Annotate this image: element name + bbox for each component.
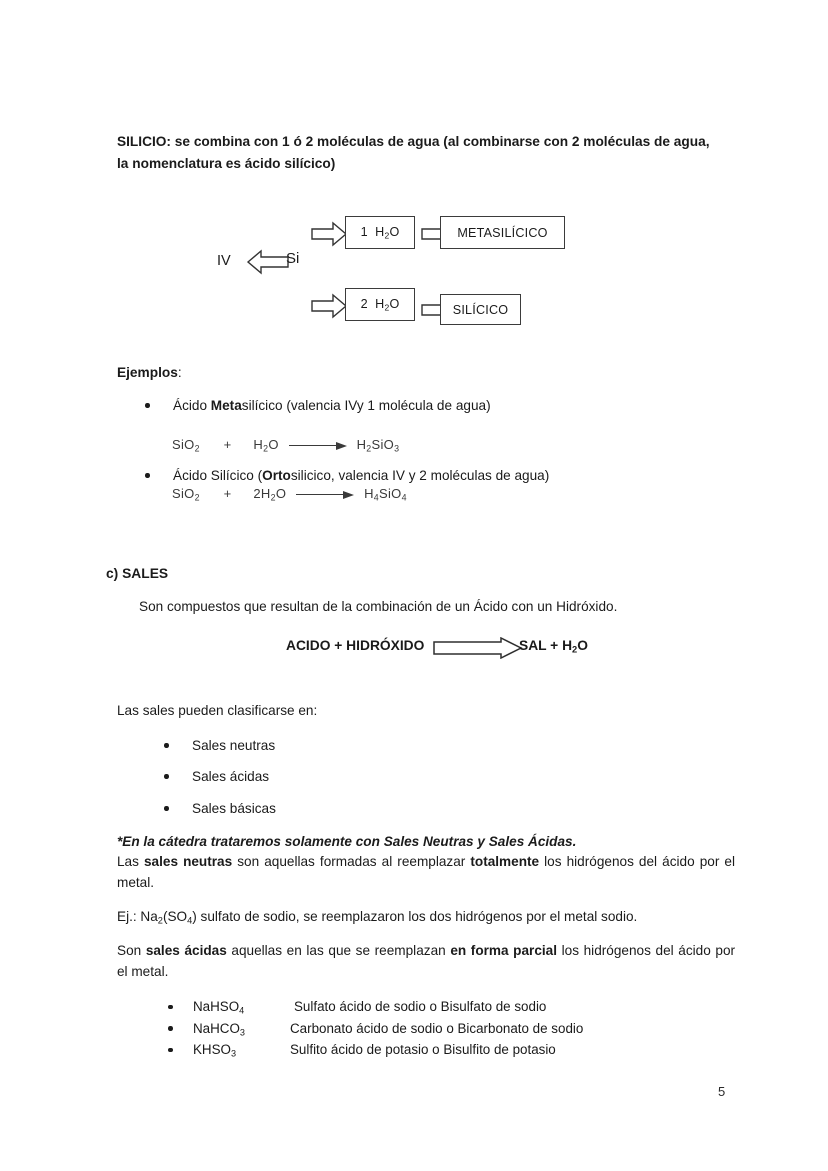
row1-in-arrow-icon bbox=[310, 221, 348, 247]
formula-1-meaning: Sulfato ácido de sodio o Bisulfato de sodio bbox=[294, 999, 547, 1014]
sales-class-item-2 bbox=[164, 767, 464, 787]
bullet-dot bbox=[164, 774, 169, 779]
eq2-plus: + bbox=[223, 486, 232, 501]
sales-class-item-1 bbox=[164, 736, 464, 756]
formula-2-text: NaHCO bbox=[193, 1020, 240, 1036]
acidas-p2: aquellas en las que se reemplazan bbox=[226, 943, 451, 958]
bullet-dot bbox=[145, 473, 150, 478]
classify-intro: Las sales pueden clasificarse en: bbox=[117, 703, 318, 718]
formula-1-sub: 4 bbox=[239, 1005, 245, 1016]
bullet-dot bbox=[164, 743, 169, 748]
ejemplos-label-text: Ejemplos bbox=[117, 365, 178, 380]
ejemplo-1-bold: Meta bbox=[210, 398, 242, 413]
reaction-arrow-icon bbox=[296, 490, 354, 499]
reaction-equation-1 bbox=[172, 437, 399, 453]
bullet-dot bbox=[164, 806, 169, 811]
formula-3-sub: 3 bbox=[230, 1048, 237, 1059]
sales-neutras-paragraph bbox=[117, 851, 735, 893]
neutras-p2: son aquellas formadas al reemplazar bbox=[232, 854, 471, 869]
eq1-reactant-1: SiO$_2$ bbox=[172, 437, 200, 454]
sales-class-item-3 bbox=[164, 799, 464, 819]
ejemplo-item-2 bbox=[145, 466, 705, 486]
acidas-b1: sales ácidas bbox=[145, 943, 227, 958]
acidas-p1: Son bbox=[117, 943, 146, 958]
row1-result-box bbox=[440, 216, 565, 249]
bullet-dot bbox=[168, 1005, 173, 1010]
page-number: 5 bbox=[718, 1084, 726, 1099]
sal-equation-right: SAL + $H_2O$ bbox=[519, 638, 588, 655]
neutras-b2: totalmente bbox=[470, 854, 540, 869]
ejemplos-label bbox=[117, 362, 182, 383]
bullet-dot bbox=[145, 403, 150, 408]
row2-in-arrow-icon bbox=[310, 293, 348, 319]
ejemplo-2-pre: Ácido Silícico ( bbox=[173, 468, 263, 483]
sales-class-item-3-label: Sales básicas bbox=[192, 801, 276, 816]
catedra-note: *En la cátedra trataremos solamente con Sales Neutras y Sales Ácidas. bbox=[117, 834, 577, 849]
ejemplo-item-1 bbox=[145, 396, 665, 416]
bullet-dot bbox=[168, 1048, 173, 1053]
row2-water-box bbox=[345, 288, 415, 321]
left-block-arrow-icon bbox=[246, 249, 290, 275]
formula-row bbox=[168, 1018, 688, 1040]
ejemplo-sub1: 2 bbox=[157, 915, 163, 926]
diagram-element-label: Si bbox=[286, 250, 300, 267]
formula-1-text: NaHSO bbox=[193, 999, 240, 1014]
acidas-b2: en forma parcial bbox=[450, 943, 558, 958]
ejemplo-2-post: silicico, valencia IV y 2 moléculas de agua) bbox=[290, 468, 550, 483]
neutras-b1: sales neutras bbox=[143, 854, 233, 869]
ejemplo-1-pre: Ácido bbox=[173, 398, 211, 413]
eq2-reactant-1: SiO$_2$ bbox=[172, 486, 200, 503]
diagram-valence-label: IV bbox=[217, 253, 231, 269]
ejemplo-1-post: silícico (valencia IVy 1 molécula de agua) bbox=[241, 398, 491, 413]
formula-3-meaning: Sulfito ácido de potasio o Bisulfito de potasio bbox=[290, 1042, 556, 1057]
row1-result-label: METASILÍCICO bbox=[457, 225, 548, 240]
eq1-product: $H_2SiO_3$ bbox=[356, 437, 400, 454]
neutras-p1: Las bbox=[117, 854, 144, 869]
eq2-reactant-2: $2H_2O$ bbox=[253, 486, 287, 503]
ejemplo-item-2-text bbox=[145, 466, 705, 486]
sales-definition: Son compuestos que resultan de la combinación de un Ácido con un Hidróxido. bbox=[139, 599, 618, 614]
row2-result-box bbox=[440, 294, 521, 325]
formula-2-sub: 3 bbox=[239, 1027, 245, 1038]
bullet-dot bbox=[168, 1026, 173, 1031]
ejemplo-item-1-text bbox=[145, 396, 665, 416]
eq2-product: $H_4SiO_4$ bbox=[364, 486, 407, 503]
silicio-diagram bbox=[200, 205, 620, 340]
intro-heading: SILICIO: se combina con 1 ó 2 moléculas de agua (al combinarse con 2 moléculas de agua, la nomenclatura es ácido silícico) bbox=[117, 134, 710, 171]
row2-result-label: SILÍCICO bbox=[452, 302, 509, 317]
sales-acidas-paragraph bbox=[117, 940, 735, 982]
formula-row bbox=[168, 996, 688, 1018]
ejemplo-pre: Ej.: Na bbox=[117, 909, 158, 924]
formula-3-text: KHSO bbox=[193, 1042, 231, 1057]
sales-heading: c) SALES bbox=[106, 566, 169, 581]
acidas-p3: los hidrógenos del ácido por el metal. bbox=[117, 943, 736, 979]
ejemplo-sub2: 4 bbox=[187, 915, 193, 926]
ejemplo-2-bold: Orto bbox=[262, 468, 291, 483]
long-block-arrow-icon bbox=[433, 637, 523, 659]
neutras-p3: los hidrógenos del ácido por el metal. bbox=[117, 854, 735, 890]
acid-salt-formula-list bbox=[168, 996, 688, 1061]
row1-water-box bbox=[345, 216, 415, 249]
sal-equation-left: ACIDO + HIDRÓXIDO bbox=[286, 638, 425, 653]
ejemplos-label-colon: : bbox=[177, 365, 182, 380]
ejemplo-post: ) sulfato de sodio, se reemplazaron los dos hidrógenos por el metal sodio. bbox=[192, 909, 638, 924]
reaction-arrow-icon bbox=[289, 441, 347, 450]
sales-class-item-1-label: Sales neutras bbox=[192, 738, 276, 753]
formula-3 bbox=[193, 1039, 236, 1065]
row2-water-label: 2 $H_2O$ bbox=[360, 296, 400, 313]
sales-ejemplo-line bbox=[117, 906, 735, 932]
eq1-reactant-2: $H_2O$ bbox=[253, 437, 279, 454]
formula-2-meaning: Carbonato ácido de sodio o Bicarbonato de sodio bbox=[290, 1020, 584, 1036]
sales-class-item-2-label: Sales ácidas bbox=[192, 769, 270, 784]
row1-water-label: 1 $H_2O$ bbox=[360, 224, 400, 241]
reaction-equation-2 bbox=[172, 486, 407, 502]
formula-row bbox=[168, 1039, 688, 1061]
eq1-plus: + bbox=[223, 437, 232, 452]
ejemplo-mid: (SO bbox=[162, 909, 188, 924]
